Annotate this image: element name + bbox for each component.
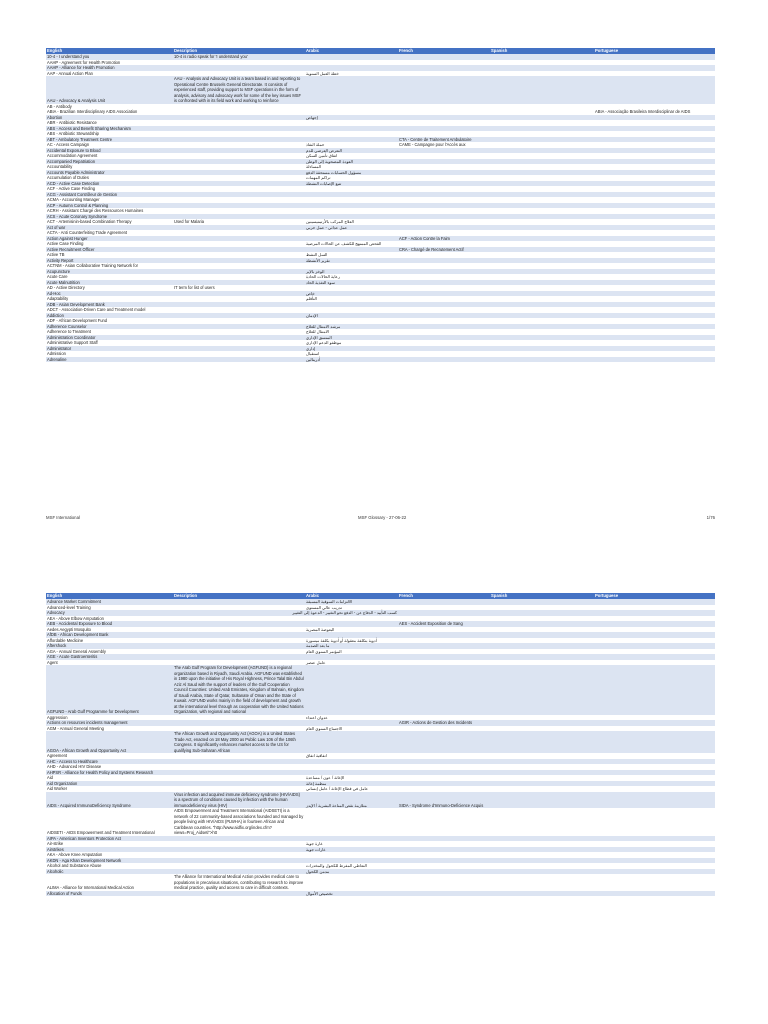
cell-french: CRA - Chargé de Recrutement Actif — [398, 247, 490, 253]
cell-arabic: رعاية الحالات الحادة — [305, 274, 398, 280]
cell-english: Agent — [46, 660, 173, 666]
cell-english: Addiction — [46, 313, 173, 319]
cell-arabic: تخصيص الأموال — [305, 891, 398, 897]
cell-english: Aftershock — [46, 643, 173, 649]
cell-english: AB - Antibody — [46, 104, 173, 110]
cell-english: Advocacy — [46, 610, 173, 616]
cell-english: AKA - Above Knee Amputation — [46, 852, 173, 858]
cell-english: ACRH - Assistant Chargé des Ressources Humaines — [46, 208, 173, 214]
cell-french — [398, 76, 490, 104]
cell-english: AAHP - Agreement for Health Promotion — [46, 60, 173, 66]
cell-english: AfDB - African Development Bank — [46, 632, 173, 638]
cell-french: CAME - Campagne pour l'Accès aux — [398, 142, 490, 148]
cell-english: ACMA - Accounting Manager — [46, 197, 173, 203]
cell-english: Accounts Payable Administrator — [46, 170, 173, 176]
cell-arabic: أدرينالين — [305, 357, 398, 363]
cell-portuguese — [594, 792, 715, 809]
cell-arabic: التعرض العرضي للدم — [305, 148, 398, 154]
cell-arabic: الاجتماع السنوي العام — [305, 726, 398, 732]
cell-english: AHPSR - Alliance for Health Policy and Systems Research — [46, 770, 173, 776]
cell-description: The Arab Gulf Program for Development (AGFUND) is a regional organization based in Riyadh, Saudi Arabia. AGFUND was established in 1980 upon the initiative of His Royal Highness, Prince Talal Bin Abdul Aziz Al Saud with the support of leaders of the Gulf Cooperation Council Countries: United Arab Emirates, Kingdom of Bahrain, Kingdom of Saudi Arabia, State of Qatar, Sultanate of Oman and the State of Kuwait. AGFUND works mainly in the field of development and growth at the international level through as cooperation with the United Nations Organization, with regional and national — [174, 665, 304, 714]
cell-arabic: عامل في قطاع الإغاثة / عامل إنساني — [305, 786, 398, 792]
cell-arabic: اتفاقية اتفاق — [305, 753, 398, 759]
cell-arabic: متلازمة نقص المناعة البشرية / الإيدز — [305, 792, 398, 809]
cell-english: Aid Worker — [46, 786, 173, 792]
cell-arabic: مسؤول الحسابات مستحقة الدفع — [305, 170, 398, 176]
cell-arabic: اتفاق تأمين السكن — [305, 153, 398, 159]
cell-english: ABIA - Brazilian Interdisciplinary AIDS Association — [46, 109, 173, 115]
cell-arabic: الفحص الممنهج للكشف عن الحالات المرضية — [305, 241, 398, 247]
cell-english: Acupuncture — [46, 269, 173, 275]
cell-english: ACS - Acute Coronary Syndrome — [46, 214, 173, 220]
cell-english: AEA - Above Elbow Amputation — [46, 616, 173, 622]
cell-french — [398, 357, 490, 363]
column-header-french: French — [398, 48, 490, 54]
table-row — [46, 874, 715, 891]
cell-description: AIDS Empowerment and Treatment International (AIDSETI) is a network of 22 community-based associations founded and managed by people living with HIV/AIDS (PLWHA) in fourteen African and Caribbean countries. "http://www.aidfix.org/index.cfm?views=Proj_Aidseti">htt — [174, 808, 304, 835]
column-header-english: English — [46, 593, 173, 599]
cell-english: AIPA - American Inventors Protection Act — [46, 836, 173, 842]
cell-french: AGIR - Actions de Gestion des Incidents — [398, 720, 490, 726]
cell-english: AAU - Advocacy & Analysis Unit — [46, 76, 173, 104]
cell-english: Agreement — [46, 753, 173, 759]
column-header-arabic: Arabic — [305, 48, 398, 54]
cell-english: Acute Malnutrition — [46, 280, 173, 286]
cell-arabic: تراكم المهمات — [305, 175, 398, 181]
cell-portuguese — [594, 891, 715, 897]
column-header-english: English — [46, 48, 173, 54]
cell-portuguese — [594, 808, 715, 836]
footer-organization: MSF International — [46, 515, 80, 520]
cell-spanish — [490, 665, 594, 715]
cell-arabic: إداري — [305, 346, 398, 352]
cell-english: ACF - Active Case Finding — [46, 186, 173, 192]
cell-description: AAU - Analysis and Advocacy Unit is a team based in and reporting to Operational Centre Brussels General Directorate. It consists of experienced staff, providing support to MSF operations in the form of analysis, advisory and advocacy work for some of the key issues MSF is confronted with in its field work and working to reinforce — [173, 76, 305, 104]
cell-arabic — [305, 874, 398, 891]
cell-english: Air-strike — [46, 841, 173, 847]
cell-arabic: الإدمان — [305, 313, 398, 319]
cell-arabic: كسب التأييد - الدفاع عن - الدفع نحو التغيير - الدعوة إلى التغيير — [292, 610, 397, 615]
cell-description — [173, 891, 305, 897]
cell-arabic: حملة النفاذ — [305, 142, 398, 148]
cell-portuguese: ABIA - Associação Brasileira Interdisciplinar de AIDS — [594, 109, 715, 115]
cell-arabic: تقرير الأنشطة — [305, 258, 398, 264]
cell-english: Ad-Hoc — [46, 291, 173, 297]
cell-arabic: العلاج المركب بالأرتيميسينين — [305, 219, 398, 225]
cell-spanish — [490, 76, 594, 104]
cell-french — [398, 731, 490, 753]
cell-english: Active Case Finding — [46, 241, 173, 247]
cell-english: Administrative Support Staff — [46, 340, 173, 346]
cell-english: AGOA - African Growth and Opportunity Act — [46, 731, 173, 753]
cell-arabic: تتبع الإصابات النشطة — [305, 181, 398, 187]
cell-english: AIDS - Acquired ImmunoDeficiency Syndrome — [46, 792, 173, 809]
cell-spanish — [490, 891, 594, 897]
cell-english: Active Recruitment Officer — [46, 247, 173, 253]
cell-arabic: ما بعد الصدمة — [305, 643, 398, 649]
cell-french — [398, 874, 490, 891]
cell-english: Act of war — [46, 225, 173, 231]
cell-english: Adherence Counselor — [46, 324, 173, 330]
cell-english: AGFUND - Arab Gulf Programme for Development — [46, 665, 173, 715]
cell-arabic: خطة العمل السنوية — [305, 71, 398, 77]
cell-english: AKDN - Aga Khan Development Network — [46, 858, 173, 864]
footer-document-title: MSF Glossary - 27-06-22 — [358, 515, 407, 520]
cell-description — [173, 357, 305, 363]
cell-english: Accidental Exposure to Blood — [46, 148, 173, 154]
cell-english: AAP - Annual Action Plan — [46, 71, 173, 77]
cell-english: ADCT - Association-Driven Care and Treatment model — [46, 307, 173, 313]
cell-english: AGA - Annual General Assembly — [46, 649, 173, 655]
cell-description: IT term for list of users — [173, 285, 305, 291]
cell-arabic: غارة جوية — [305, 841, 398, 847]
cell-arabic: عمل عدائي - عمل حربي — [305, 225, 398, 231]
cell-arabic: الوخز بالإبر — [305, 269, 398, 275]
cell-english: Activity Report — [46, 258, 173, 264]
cell-english: Allocation of Funds — [46, 891, 173, 897]
cell-english: ADB - Asian Development Bank — [46, 302, 173, 308]
cell-english: Advanced-level Training — [46, 605, 173, 611]
column-header-french: French — [398, 593, 490, 599]
cell-english: Administration Coordinator — [46, 335, 173, 341]
cell-arabic: التعاطي المفرط للكحول والمخدرات — [305, 863, 398, 869]
cell-english: ABR - Antibiotic Resistance — [46, 120, 173, 126]
cell-english: ABS - Access and Benefit Sharing Mechanism — [46, 126, 173, 132]
cell-english: Abortion — [46, 115, 173, 121]
cell-arabic: تدريب عالي المستوى — [305, 605, 398, 611]
cell-english: Aid Organization — [46, 781, 173, 787]
cell-arabic: المنسق الإداري — [305, 335, 398, 341]
cell-portuguese — [594, 76, 715, 104]
column-header-portuguese: Portuguese — [594, 593, 715, 599]
cell-arabic: الالتزامات السوقية المسبقة — [305, 599, 398, 605]
cell-english: Action Against Hunger — [46, 236, 173, 242]
cell-english: Advance Market Commitment — [46, 599, 173, 605]
table-row — [46, 792, 715, 809]
cell-english: Admission — [46, 351, 173, 357]
footer-page-number: 1/76 — [706, 515, 715, 520]
table-row — [46, 808, 715, 836]
cell-french: CTA - Centre de Traitement Ambulatoire — [398, 137, 490, 143]
cell-english: AGM - Annual General Meeting — [46, 726, 173, 732]
cell-english: Accountability — [46, 164, 173, 170]
cell-english: ABT - Ambulatory Treatment Centre — [46, 137, 173, 143]
cell-spanish — [490, 874, 594, 891]
cell-arabic: الإغاثة / عون / مساعدة — [305, 775, 398, 781]
cell-arabic: البعوضة المصرية — [305, 627, 398, 633]
cell-arabic — [305, 731, 398, 753]
cell-english: ADF - African Development Fund — [46, 318, 173, 324]
table-row — [46, 76, 715, 104]
cell-arabic: موظفو الدعم الإداري — [305, 340, 398, 346]
cell-english: ACG - Assistant Contrôleur de Gestion — [46, 192, 173, 198]
cell-french: SIDA - Syndrome d'Immuno-Deficience Acquis — [398, 792, 490, 809]
cell-portuguese — [594, 665, 715, 715]
cell-english: Adrenaline — [46, 357, 173, 363]
cell-spanish — [490, 731, 594, 753]
cell-english: AAHP - Alliance for Health Promotion — [46, 65, 173, 71]
cell-description: Used for Malaria — [173, 219, 305, 225]
cell-arabic: المؤتمر السنوي العام — [305, 649, 398, 655]
cell-english: AD - Active Directory — [46, 285, 173, 291]
cell-arabic: خاص — [305, 291, 398, 297]
cell-portuguese — [594, 874, 715, 891]
cell-english: ACTNM - Asian Collaborative Training Network for — [46, 263, 173, 269]
cell-english: AHC - Access to Healthcare — [46, 759, 173, 765]
cell-spanish — [490, 792, 594, 809]
cell-arabic: المساءلة — [305, 164, 398, 170]
cell-english: Aedes Aegypti Mosquito — [46, 627, 173, 633]
cell-english: ACT - Artemisinin-based Combination Therapy — [46, 219, 173, 225]
table-row — [46, 891, 715, 897]
cell-french: ACF - Action Contre la Faim — [398, 236, 490, 242]
cell-arabic: عدوان اعتداء — [305, 715, 398, 721]
cell-arabic: السل النشط — [305, 252, 398, 258]
cell-english: Active TB — [46, 252, 173, 258]
cell-description: The African Growth and Opportunity Act (AGOA) is a United States Trade Act, enacted on 18 May 2000 as Public Law 106 of the 106th Congress. It significantly enhances market access to the US for qualifying Sub-Saharan African — [173, 731, 305, 753]
cell-english: Adaptability — [46, 296, 173, 302]
cell-english: Accompanied Repatriation — [46, 159, 173, 165]
cell-english: AC - Access Campaign — [46, 142, 173, 148]
cell-arabic: أدوية بتكلفة معقولة أو أدوية بكلفة ميسورة — [305, 638, 398, 644]
cell-english: Administrator — [46, 346, 173, 352]
table-row — [46, 731, 715, 753]
cell-english: ACP - Autumn Control & Planning — [46, 203, 173, 209]
cell-french — [398, 891, 490, 897]
table-row — [46, 665, 715, 715]
cell-french — [398, 665, 490, 715]
cell-english: Accumulation of Duties — [46, 175, 173, 181]
cell-spanish — [490, 808, 594, 836]
cell-portuguese — [594, 357, 715, 363]
cell-description: 10-4 is radio speak for 'I understand you' — [173, 54, 305, 60]
cell-english: AGE - Acute Gastroenteritis — [46, 654, 173, 660]
cell-english: AHD - Advanced HIV Disease — [46, 764, 173, 770]
cell-english: Actions on resources incidents management — [46, 720, 173, 726]
table-row — [46, 357, 715, 363]
cell-english: AEB - Accidental Exposure to Blood — [46, 621, 173, 627]
cell-arabic: التأقلم — [305, 296, 398, 302]
cell-arabic: غارات جوية — [305, 847, 398, 853]
cell-arabic: سوء التغذية الحاد — [305, 280, 398, 286]
cell-english: ACTA - Anti Counterfeiting Trade Agreement — [46, 230, 173, 236]
cell-english: Airstrikes — [46, 847, 173, 853]
cell-arabic: عامل عنصر — [305, 660, 398, 666]
cell-spanish — [490, 357, 594, 363]
cell-arabic: العودة المصحوبة إلى الوطن — [305, 159, 398, 165]
cell-english: Alcohol and Substance Abuse — [46, 863, 173, 869]
cell-english: ABS - Antibiotic Stewardship — [46, 131, 173, 137]
column-header-spanish: Spanish — [490, 593, 594, 599]
glossary-page-2 — [0, 542, 768, 1024]
column-header-description: Description — [173, 593, 305, 599]
cell-english: Aggression — [46, 715, 173, 721]
cell-french — [398, 808, 490, 836]
cell-arabic — [305, 665, 398, 715]
cell-english: Alcoholic — [46, 869, 173, 875]
cell-arabic: إجهاض — [305, 115, 398, 121]
cell-english: Affordable Medicine — [46, 638, 173, 644]
cell-english: Accommodation Agreement — [46, 153, 173, 159]
cell-english: ACD - Active Case Detection — [46, 181, 173, 187]
cell-arabic: مدمن الكحول — [305, 869, 398, 875]
glossary-table — [46, 593, 715, 896]
cell-description: The Alliance for International Medical Action provides medical care to populations in precarious situations, contributing to research to improve medical practice, quality and access to care in difficult contexts. — [174, 874, 304, 890]
column-header-spanish: Spanish — [490, 48, 594, 54]
cell-english: AIDSETI - AIDS Empowerment and Treatment International — [46, 808, 173, 836]
page-footer — [46, 515, 715, 523]
cell-english: Acute Care — [46, 274, 173, 280]
glossary-table — [46, 48, 715, 362]
cell-arabic — [305, 76, 398, 104]
cell-english: 10-4 - I understand you — [46, 54, 173, 60]
cell-english: Adherence to Treatment — [46, 329, 173, 335]
cell-french: AES - Accident Exposition de Sang — [398, 621, 490, 627]
cell-arabic — [305, 808, 398, 836]
cell-arabic: الامتثال للعلاج — [305, 329, 398, 335]
cell-arabic: مرشد الامتثال للعلاج — [305, 324, 398, 330]
cell-english: Aid — [46, 775, 173, 781]
cell-description: Virus infection and acquired immune deficiency syndrome (HIV/AIDS) is a spectrum of conditions caused by infection with the human immunodeficiency virus (HIV) — [173, 792, 305, 809]
column-header-portuguese: Portuguese — [594, 48, 715, 54]
column-header-description: Description — [173, 48, 305, 54]
cell-portuguese — [594, 731, 715, 753]
column-header-arabic: Arabic — [305, 593, 398, 599]
cell-arabic: منظمة إغاثة — [305, 781, 398, 787]
cell-english: ALIMA - Alliance for International Medical Action — [46, 874, 173, 891]
cell-arabic: استقبال — [305, 351, 398, 357]
